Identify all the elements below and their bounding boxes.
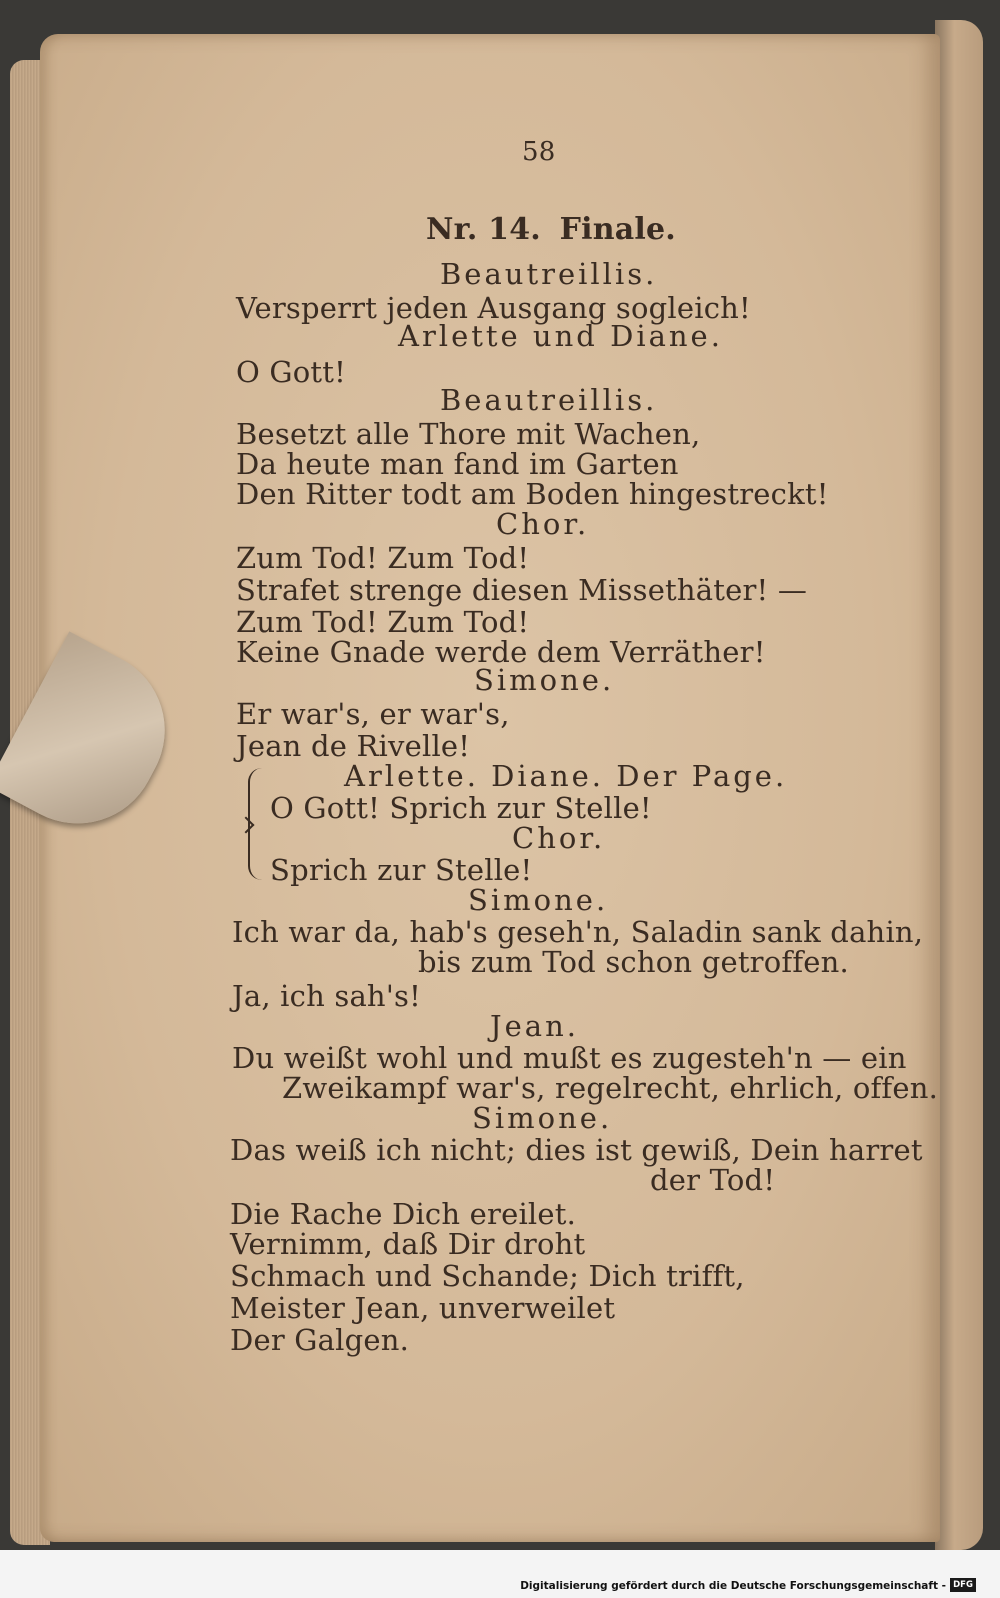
speaker-name: Beautreillis. [440, 257, 658, 291]
verse-line: Die Rache Dich ereilet. [230, 1197, 577, 1231]
verse-line: Keine Gnade werde dem Verräther! [236, 635, 766, 669]
speaker-name: Simone. [472, 1101, 613, 1135]
verse-line: Ja, ich sah's! [232, 979, 421, 1013]
verse-line: O Gott! [236, 355, 346, 389]
verse-line: Meister Jean, unverweilet [230, 1291, 616, 1325]
verse-line: Da heute man fand im Garten [236, 447, 679, 481]
verse-line: Versperrt jeden Ausgang sogleich! [236, 291, 751, 325]
verse-line: Zum Tod! Zum Tod! [236, 541, 530, 575]
speaker-name: Simone. [468, 883, 609, 917]
verse-line: O Gott! Sprich zur Stelle! [270, 791, 652, 825]
heading-title: Finale. [559, 212, 676, 247]
verse-line: Zum Tod! Zum Tod! [236, 605, 530, 639]
speaker-name: Chor. [496, 507, 590, 541]
verse-line: Zweikampf war's, regelrecht, ehrlich, offen. [282, 1071, 939, 1105]
funding-credit: Digitalisierung gefördert durch die Deutsche Forschungsgemeinschaft - [520, 1580, 946, 1592]
verse-line: bis zum Tod schon getroffen. [418, 945, 849, 979]
verse-line: Das weiß ich nicht; dies ist gewiß, Dein harret [230, 1133, 923, 1167]
verse-line: Der Galgen. [230, 1323, 410, 1357]
verse-line: Den Ritter todt am Boden hingestreckt! [236, 477, 829, 511]
section-heading [426, 214, 676, 246]
verse-line: Jean de Rivelle! [236, 729, 471, 763]
verse-line: Vernimm, daß Dir droht [230, 1227, 586, 1261]
speaker-name: Beautreillis. [440, 383, 658, 417]
verse-line: Er war's, er war's, [236, 697, 510, 731]
heading-number: Nr. 14. [426, 212, 541, 247]
verse-line: Schmach und Schande; Dich trifft, [230, 1259, 745, 1293]
facing-page-edge [935, 20, 983, 1550]
speaker-name: Simone. [474, 663, 615, 697]
dfg-logo: DFG [950, 1578, 976, 1592]
verse-line: Strafet strenge diesen Missethäter! — [236, 573, 808, 607]
verse-line: Du weißt wohl und mußt es zugesteh'n — ein [232, 1041, 907, 1075]
speaker-name: Chor. [512, 821, 606, 855]
speaker-name: Arlette und Diane. [398, 319, 723, 353]
page-number: 58 [522, 137, 556, 167]
speaker-name: Arlette. Diane. Der Page. [344, 759, 788, 793]
verse-line: Ich war da, hab's geseh'n, Saladin sank dahin, [232, 915, 924, 949]
speaker-name: Jean. [490, 1009, 579, 1043]
verse-line: Sprich zur Stelle! [270, 853, 533, 887]
verse-line: Besetzt alle Thore mit Wachen, [236, 417, 701, 451]
verse-line: der Tod! [650, 1163, 776, 1197]
